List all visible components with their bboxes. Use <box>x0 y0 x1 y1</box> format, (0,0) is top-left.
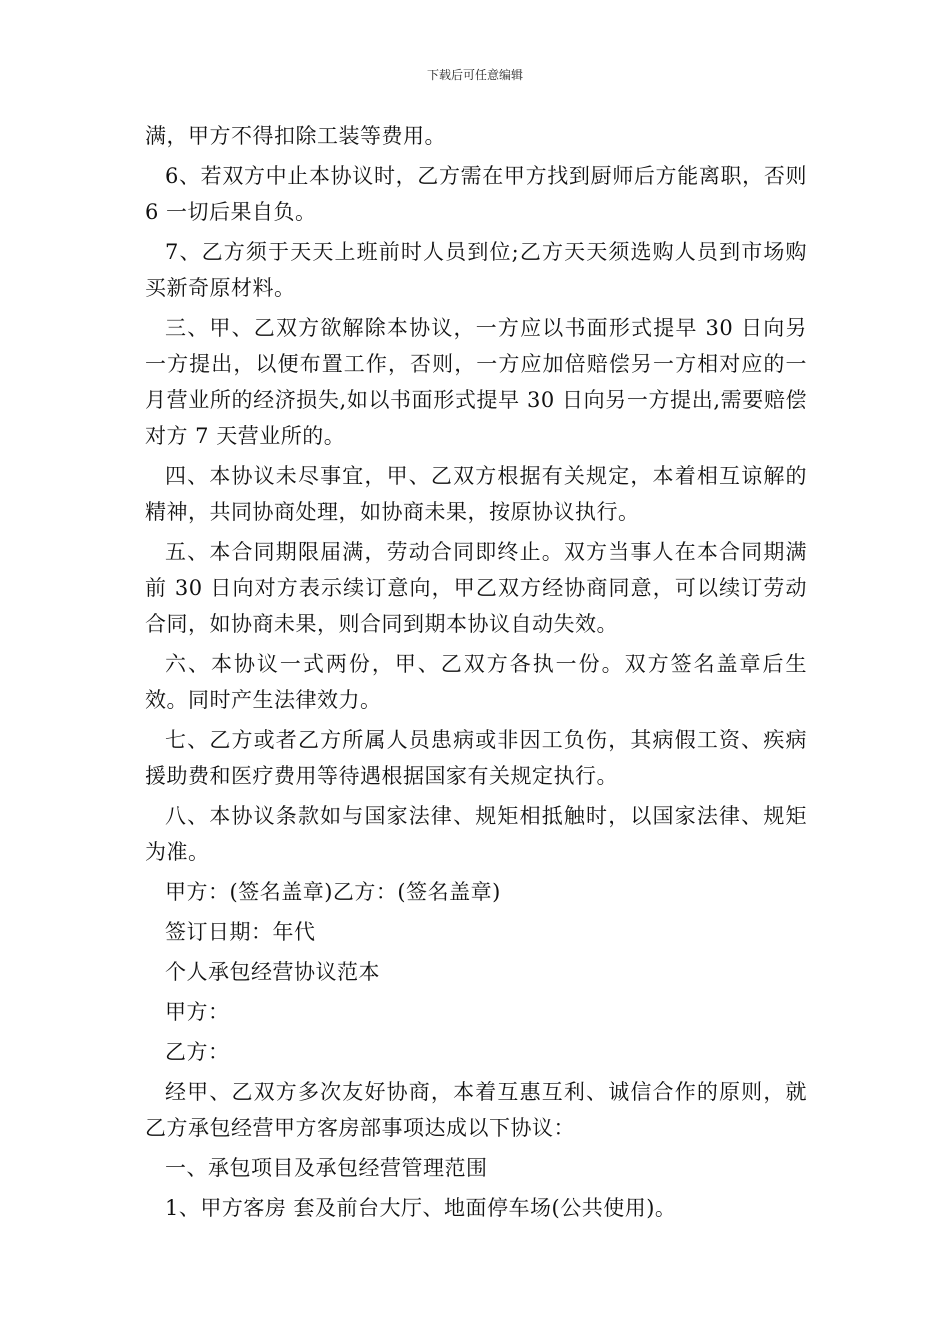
paragraph-preamble: 经甲、乙双方多次友好协商，本着互惠互利、诚信合作的原则，就乙方承包经营甲方客房部事项达成以下协议： <box>145 1080 807 1140</box>
paragraph-clause-7: 7、乙方须于天天上班前时人员到位;乙方天天须选购人员到市场购买新奇原材料。 <box>145 240 807 300</box>
paragraph-section-3: 三、甲、乙双方欲解除本协议，一方应以书面形式提早 30 日向另一方提出，以便布置工作，否则，一方应加倍赔偿另一方相对应的一月营业所的经济损失,如以书面形式提早 30 日向另一方提出,需要赔偿对方 7 天营业所的。 <box>145 316 807 448</box>
paragraph-continuation: 满，甲方不得扣除工装等费用。 <box>145 124 446 148</box>
paragraph-clause-6: 6、若双方中止本协议时，乙方需在甲方找到厨师后方能离职，否则 6 一切后果自负。 <box>145 164 807 224</box>
paragraph-section-6: 六、本协议一式两份，甲、乙双方各执一份。双方签名盖章后生效。同时产生法律效力。 <box>145 652 807 712</box>
party-b: 乙方： <box>165 1040 230 1064</box>
party-a: 甲方： <box>165 1000 230 1024</box>
signing-date: 签订日期：年代 <box>165 920 316 944</box>
document-body <box>145 118 807 1230</box>
clause-1-item: 1、甲方客房 套及前台大厅、地面停车场(公共使用)。 <box>165 1196 677 1220</box>
document-title: 个人承包经营协议范本 <box>165 960 380 984</box>
page-header-note: 下载后可任意编辑 <box>426 68 523 82</box>
paragraph-section-5: 五、本合同期限届满，劳动合同即终止。双方当事人在本合同期满前 30 日向对方表示续订意向，甲乙双方经协商同意，可以续订劳动合同，如协商未果，则合同到期本协议自动失效。 <box>145 540 807 636</box>
paragraph-section-4: 四、本协议未尽事宜，甲、乙双方根据有关规定，本着相互谅解的精神，共同协商处理，如协商未果，按原协议执行。 <box>145 464 807 524</box>
section-1-heading: 一、承包项目及承包经营管理范围 <box>165 1156 488 1180</box>
paragraph-section-8: 八、本协议条款如与国家法律、规矩相抵触时，以国家法律、规矩为准。 <box>145 804 807 864</box>
signature-line: 甲方：(签名盖章)乙方：(签名盖章) <box>165 880 501 904</box>
paragraph-section-7: 七、乙方或者乙方所属人员患病或非因工负伤，其病假工资、疾病援助费和医疗费用等待遇根据国家有关规定执行。 <box>145 728 807 788</box>
